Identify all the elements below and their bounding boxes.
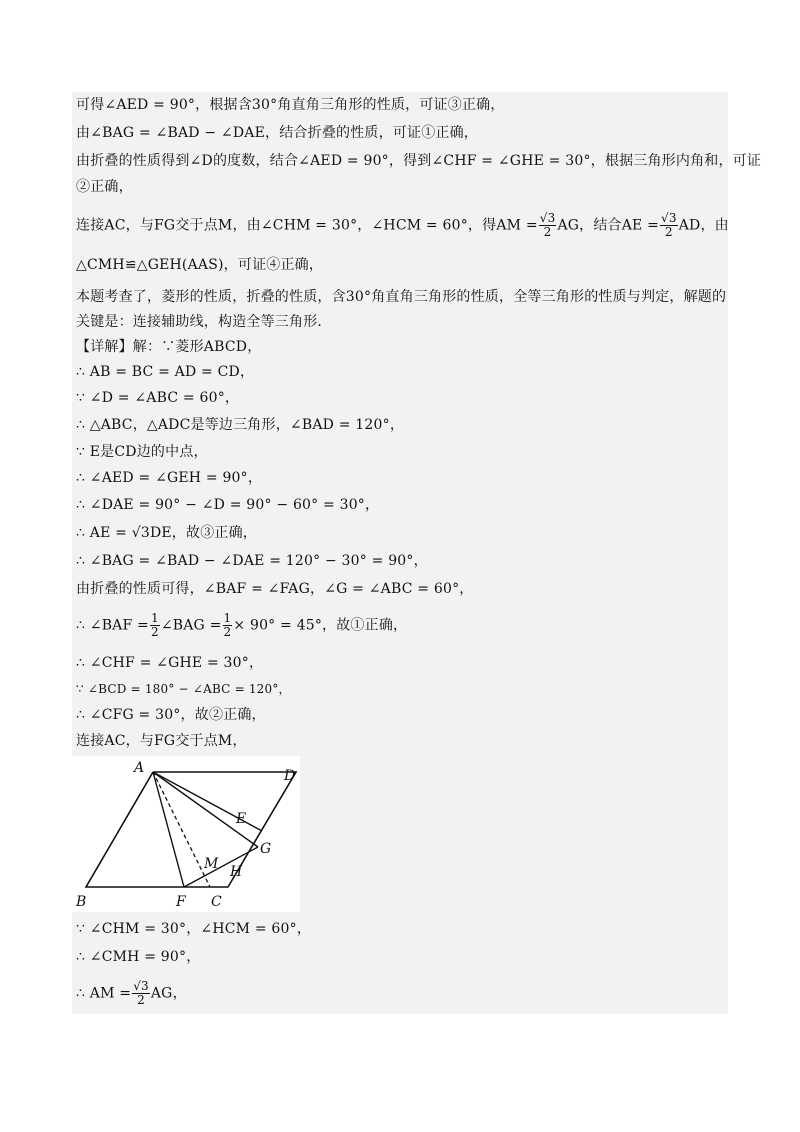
text-line-18: 由折叠的性质可得，∠BAF = ∠FAG，∠G = ∠ABC = 60°， (76, 581, 474, 597)
text-line-25: ∴ ∠CMH = 90°， (76, 949, 201, 965)
text-line-19a: ∴ ∠BAF = (76, 617, 149, 634)
text-line-4: ②正确， (76, 179, 133, 195)
text-line-17: ∴ ∠BAG = ∠BAD − ∠DAE = 120° − 30° = 90°， (76, 553, 428, 569)
text-line-5a: 连接AC，与FG交于点M，由∠CHM = 30°，∠HCM = 60°，得AM = (76, 217, 538, 234)
rhombus-outline (86, 772, 296, 887)
fraction-sqrt3-over-2 (132, 980, 150, 1007)
text-line-12: ∴ △ABC，△ADC是等边三角形，∠BAD = 120°， (76, 417, 405, 433)
text-line-19 (76, 612, 407, 639)
text-line-14: ∴ ∠AED = ∠GEH = 90°， (76, 470, 263, 486)
point-label-F: F (176, 894, 186, 910)
text-line-26 (76, 980, 187, 1007)
fraction-1-over-2 (223, 612, 233, 639)
text-line-5c: AD，由 (678, 217, 729, 234)
fraction-numerator: √3 (539, 211, 556, 225)
text-line-21: ∵ ∠BCD = 180° − ∠ABC = 120°， (76, 682, 291, 696)
text-line-26b: AG， (150, 985, 187, 1002)
fraction-denominator: 2 (664, 225, 673, 239)
point-label-A: A (134, 760, 145, 776)
text-line-2: 由∠BAG = ∠BAD − ∠DAE，结合折叠的性质，可证①正确， (76, 125, 479, 141)
text-line-13: ∵ E是CD边的中点， (76, 444, 208, 460)
point-label-H: H (230, 864, 243, 880)
point-label-D: D (284, 768, 296, 784)
fraction-numerator: 1 (223, 611, 232, 625)
segment-AG (153, 772, 258, 847)
point-label-G: G (260, 841, 272, 857)
point-label-C: C (211, 894, 222, 910)
text-line-22: ∴ ∠CFG = 30°，故②正确， (76, 707, 266, 723)
text-line-9: 【详解】解：∵菱形ABCD， (76, 339, 262, 355)
text-line-16: ∴ AE = √3DE，故③正确， (76, 525, 257, 541)
segment-AC-dashed (153, 772, 210, 887)
fraction-numerator: 1 (150, 611, 159, 625)
text-line-5b: AG，结合AE = (557, 217, 660, 234)
text-line-24: ∵ ∠CHM = 30°，∠HCM = 60°， (76, 921, 312, 937)
text-line-6: △CMH≌△GEH(AAS)，可证④正确， (76, 257, 324, 273)
text-line-7: 本题考查了，菱形的性质，折叠的性质，含30°角直角三角形的性质，全等三角形的性质与判定，解题的 (76, 289, 727, 305)
rhombus-fold-diagram (72, 756, 300, 912)
geometry-figure (72, 756, 300, 912)
point-label-E: E (236, 811, 247, 827)
text-line-11: ∵ ∠D = ∠ABC = 60°， (76, 390, 240, 406)
text-line-1: 可得∠AED = 90°，根据含30°角直角三角形的性质，可证③正确， (76, 97, 505, 113)
text-line-8: 关键是：连接辅助线，构造全等三角形. (76, 314, 323, 330)
text-line-10: ∴ AB = BC = AD = CD， (76, 364, 255, 380)
segment-AF (153, 772, 184, 887)
segment-FG (184, 847, 258, 887)
fraction-sqrt3-over-2 (539, 212, 557, 239)
text-line-15: ∴ ∠DAE = 90° − ∠D = 90° − 60° = 30°， (76, 497, 380, 513)
fraction-sqrt3-over-2 (660, 212, 678, 239)
fraction-denominator: 2 (223, 625, 232, 639)
fraction-denominator: 2 (150, 625, 159, 639)
fraction-numerator: √3 (133, 979, 149, 993)
text-line-19c: × 90° = 45°，故①正确， (233, 617, 408, 634)
fraction-numerator: √3 (661, 211, 677, 225)
text-line-3: 由折叠的性质得到∠D的度数，结合∠AED = 90°，得到∠CHF = ∠GHE = 30°，根据三角形内角和，可证 (76, 153, 762, 169)
fraction-denominator: 2 (137, 993, 145, 1007)
text-line-19b: ∠BAG = (160, 617, 222, 634)
point-label-B: B (76, 894, 87, 910)
text-line-23: 连接AC，与FG交于点M， (76, 733, 247, 749)
fraction-denominator: 2 (543, 225, 552, 239)
text-line-20: ∴ ∠CHF = ∠GHE = 30°， (76, 655, 264, 671)
fraction-1-over-2 (150, 612, 160, 639)
point-label-M: M (204, 856, 219, 872)
text-line-5 (76, 212, 729, 239)
text-line-26a: ∴ AM = (76, 985, 132, 1002)
